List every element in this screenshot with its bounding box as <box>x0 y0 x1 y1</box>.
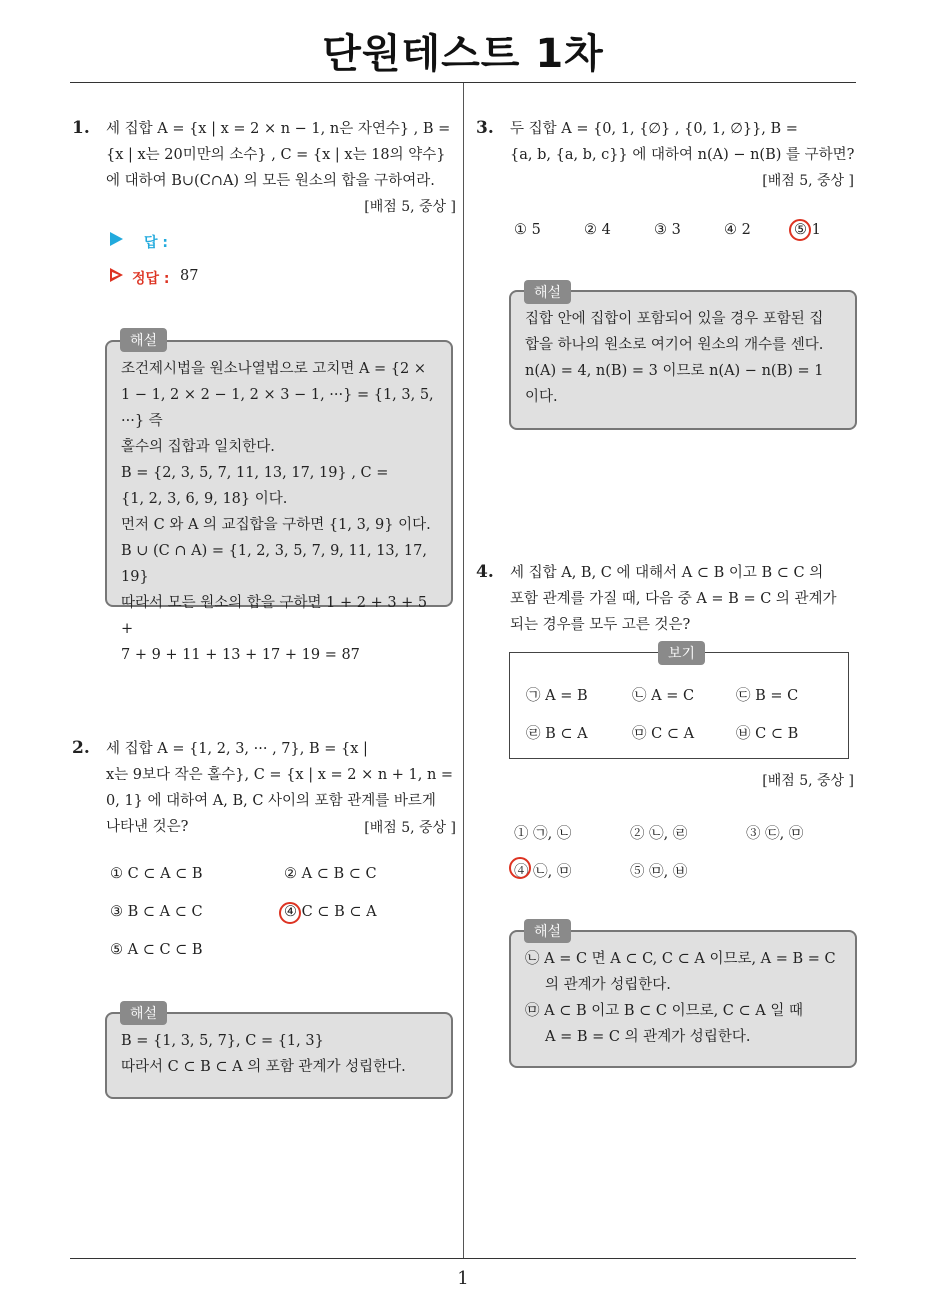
selected-answer-circle-icon <box>279 902 301 924</box>
q2-line: 세 집합 A = {1, 2, 3, ··· , 7}, B = {x | <box>106 741 368 757</box>
bottom-divider <box>70 1258 856 1259</box>
q4-expl-line: ㉤ A ⊂ B 이고 B ⊂ C 이므로, C ⊂ A 일 때 <box>525 1003 803 1019</box>
selected-answer-circle-icon <box>509 857 531 879</box>
q4-score: [배점 5, 중상 ] <box>762 773 854 789</box>
q2-choice-3[interactable]: ③ B ⊂ A ⊂ C <box>110 904 203 920</box>
q4-bogi-item: ㉤ C ⊂ A <box>632 726 695 742</box>
q3-explanation-body <box>511 292 855 420</box>
q4-choice-2[interactable]: ② ㉡, ㉣ <box>630 826 688 842</box>
q1-explanation-box <box>105 340 453 663</box>
q1-expl-line: {1, 2, 3, 6, 9, 18} 이다. <box>121 491 288 507</box>
q3-score: [배점 5, 중상 ] <box>762 173 854 189</box>
q3-choice-3[interactable]: ③ 3 <box>654 222 681 238</box>
q1-expl-line: B = {2, 3, 5, 7, 11, 13, 17, 19} , C = <box>121 465 389 481</box>
q1-expl-line: 먼저 C 와 A 의 교집합을 구하면 {1, 3, 9} 이다. <box>121 517 431 533</box>
q4-expl-line: ㉡ A = C 면 A ⊂ C, C ⊂ A 이므로, A = B = C <box>525 951 836 967</box>
q1-line: 세 집합 A = {x | x = 2 × n − 1, n은 자연수} , B = <box>106 121 451 137</box>
q1-answer-label: 답 : <box>144 235 168 251</box>
correct-arrow-inner-icon <box>112 272 119 278</box>
q1-number: 1. <box>72 118 90 138</box>
q4-choice-3[interactable]: ③ ㉢, ㉤ <box>746 826 804 842</box>
q4-expl-line: 의 관계가 성립한다. <box>545 977 671 993</box>
q4-bogi-item: ㉣ B ⊂ A <box>526 726 588 742</box>
q2-score: [배점 5, 중상 ] <box>364 820 456 836</box>
q4-line: 되는 경우를 모두 고른 것은? <box>510 617 691 633</box>
q4-line: 포함 관계를 가질 때, 다음 중 A = B = C 의 관계가 <box>510 591 837 607</box>
q1-line: {x | x는 20미만의 소수} , C = {x | x는 18의 약수} <box>106 147 446 163</box>
q3-choice-1[interactable]: ① 5 <box>514 222 541 238</box>
q3-choice-5[interactable]: ⑤ 1 <box>794 222 821 238</box>
q2-explanation-box <box>105 1012 453 1099</box>
q3-line: {a, b, {a, b, c}} 에 대하여 n(A) − n(B) 를 구하면? <box>510 147 855 163</box>
selected-answer-circle-icon <box>789 219 811 241</box>
q2-line: 나타낸 것은? <box>106 819 189 835</box>
q2-explanation-tag: 해설 <box>120 1001 167 1025</box>
q1-explanation-tag: 해설 <box>120 328 167 352</box>
q4-bogi-item: ㉥ C ⊂ B <box>736 726 799 742</box>
q2-choice-5[interactable]: ⑤ A ⊂ C ⊂ B <box>110 942 203 958</box>
q3-explanation-box <box>509 290 857 430</box>
q3-line: 두 집합 A = {0, 1, {∅} , {0, 1, ∅}}, B = <box>510 121 798 137</box>
q4-bogi-tag: 보기 <box>658 641 705 665</box>
q3-number: 3. <box>476 118 494 138</box>
q2-expl-line: B = {1, 3, 5, 7}, C = {1, 3} <box>121 1033 324 1049</box>
q4-bogi-item: ㉠ A = B <box>526 688 588 704</box>
q3-choice-4[interactable]: ④ 2 <box>724 222 751 238</box>
q2-line: x는 9보다 작은 홀수}, C = {x | x = 2 × n + 1, n = <box>106 767 454 783</box>
q1-correct-value: 87 <box>180 268 199 284</box>
q3-explanation-tag: 해설 <box>524 280 571 304</box>
q2-number: 2. <box>72 738 90 758</box>
q4-explanation-box <box>509 930 857 1068</box>
q4-line: 세 집합 A, B, C 에 대해서 A ⊂ B 이고 B ⊂ C 의 <box>510 565 824 581</box>
q4-explanation-body <box>511 932 855 1060</box>
page-title: 단원테스트 1차 <box>322 31 604 77</box>
q1-text <box>106 116 456 194</box>
q2-choice-4[interactable]: ④ C ⊂ B ⊂ A <box>284 904 377 920</box>
answer-arrow-icon <box>110 232 123 246</box>
q4-choice-1[interactable]: ① ㉠, ㉡ <box>514 826 572 842</box>
q3-choice-2[interactable]: ② 4 <box>584 222 611 238</box>
q1-score: [배점 5, 중상 ] <box>364 199 456 215</box>
q3-text <box>510 116 860 168</box>
q1-expl-line: 조건제시법을 원소나열법으로 고치면 A = {2 × <box>121 361 426 377</box>
q2-line: 0, 1} 에 대하여 A, B, C 사이의 포함 관계를 바르게 <box>106 793 436 809</box>
q3-expl-line: 합을 하나의 원소로 여기어 원소의 개수를 센다. <box>525 337 824 353</box>
q4-expl-line: A = B = C 의 관계가 성립한다. <box>545 1029 751 1045</box>
q4-number: 4. <box>476 562 494 582</box>
q1-expl-line: B ∪ (C ∩ A) = {1, 2, 3, 5, 7, 9, 11, 13, 17, 19} <box>121 543 427 585</box>
q3-expl-line: 집합 안에 집합이 포함되어 있을 경우 포함된 집 <box>525 311 824 327</box>
q4-explanation-tag: 해설 <box>524 919 571 943</box>
q1-expl-line: 따라서 모든 원소의 합을 구하면 1 + 2 + 3 + 5 + <box>121 595 428 637</box>
q1-expl-line: 7 + 9 + 11 + 13 + 17 + 19 = 87 <box>121 647 360 663</box>
q2-explanation-body <box>107 1014 451 1090</box>
q1-correct-label: 정답 : <box>132 271 170 287</box>
q3-expl-line: n(A) = 4, n(B) = 3 이므로 n(A) − n(B) = 1 <box>525 363 824 379</box>
q1-expl-line: 1 − 1, 2 × 2 − 1, 2 × 3 − 1, ···} = {1, 3, 5, ···} 즉 <box>121 387 434 429</box>
q4-choice-5[interactable]: ⑤ ㉤, ㉥ <box>630 864 688 880</box>
q2-choice-1[interactable]: ① C ⊂ A ⊂ B <box>110 866 203 882</box>
q4-choice-4[interactable]: ④ ㉡, ㉤ <box>514 864 572 880</box>
q4-bogi-item: ㉡ A = C <box>632 688 695 704</box>
q4-bogi-item: ㉢ B = C <box>736 688 799 704</box>
q2-choice-2[interactable]: ② A ⊂ B ⊂ C <box>284 866 377 882</box>
q2-expl-line: 따라서 C ⊂ B ⊂ A 의 포함 관계가 성립한다. <box>121 1059 406 1075</box>
q1-explanation-body <box>107 342 451 678</box>
q1-line: 에 대하여 B∪(C∩A) 의 모든 원소의 합을 구하여라. <box>106 173 435 189</box>
q3-expl-line: 이다. <box>525 389 558 405</box>
q1-expl-line: 홀수의 집합과 일치한다. <box>121 439 275 455</box>
page-number: 1 <box>457 1268 469 1289</box>
q4-text <box>510 560 860 638</box>
column-divider <box>463 83 464 1259</box>
